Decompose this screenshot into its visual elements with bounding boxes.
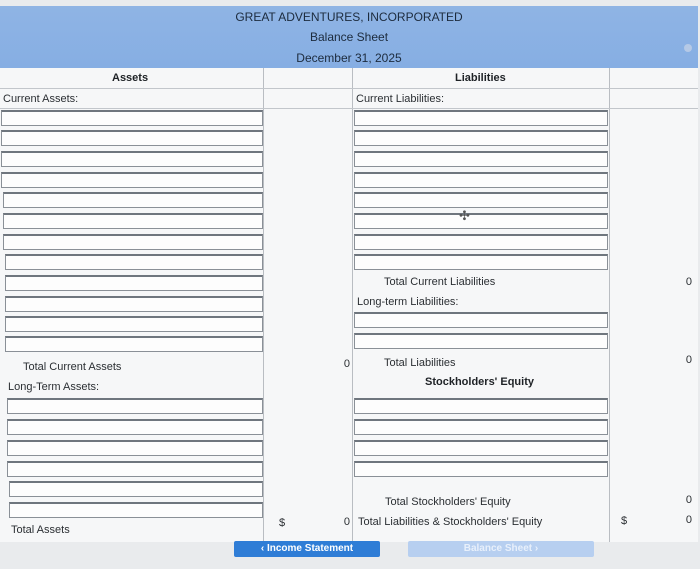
total-liabilities-label: Total Liabilities <box>384 357 456 369</box>
asset-name-input[interactable] <box>7 461 263 477</box>
asset-name-input[interactable] <box>3 234 263 250</box>
asset-name-input[interactable] <box>9 481 263 497</box>
total-current-assets-value: 0 <box>343 358 350 370</box>
column-divider <box>352 68 353 542</box>
balance-sheet-tab-button[interactable] <box>408 541 594 557</box>
column-divider <box>609 68 610 542</box>
liabilities-heading: Liabilities <box>455 72 506 84</box>
asset-name-input[interactable] <box>1 110 263 126</box>
asset-name-input[interactable] <box>1 130 263 146</box>
equity-name-input[interactable] <box>354 440 608 456</box>
company-name: GREAT ADVENTURES, INCORPORATED <box>235 10 463 24</box>
chevron-left-icon: ‹ <box>260 543 265 554</box>
asset-name-input[interactable] <box>3 213 263 229</box>
balance-sheet-tab-label: Balance Sheet <box>463 543 533 554</box>
liability-name-input[interactable] <box>354 234 608 250</box>
statement-title: Balance Sheet <box>309 30 389 44</box>
current-assets-label: Current Assets: <box>3 93 79 105</box>
asset-name-input[interactable] <box>9 502 263 518</box>
chevron-right-icon: › <box>534 543 539 554</box>
asset-name-input[interactable] <box>7 419 263 435</box>
liability-name-input[interactable] <box>354 151 608 167</box>
income-statement-tab-label: Income Statement <box>266 543 354 554</box>
total-current-assets-label: Total Current Assets <box>23 361 122 373</box>
asset-name-input[interactable] <box>7 440 263 456</box>
move-cursor-icon: ✣ <box>459 208 470 223</box>
asset-name-input[interactable] <box>1 172 263 188</box>
asset-name-input[interactable] <box>5 296 263 312</box>
asset-name-input[interactable] <box>5 254 263 270</box>
total-liabilities-equity-value: 0 <box>685 514 692 526</box>
total-current-liabilities-label: Total Current Liabilities <box>384 276 496 288</box>
header-dot-icon <box>684 44 692 52</box>
total-liabilities-equity-currency: $ <box>621 515 628 527</box>
equity-name-input[interactable] <box>354 419 608 435</box>
equity-name-input[interactable] <box>354 398 608 414</box>
asset-name-input[interactable] <box>5 275 263 291</box>
asset-name-input[interactable] <box>3 192 263 208</box>
total-current-liabilities-value: 0 <box>685 276 692 288</box>
liability-name-input[interactable] <box>354 333 608 349</box>
liability-name-input[interactable] <box>354 192 608 208</box>
long-term-liabilities-label: Long-term Liabilities: <box>357 296 459 308</box>
equity-name-input[interactable] <box>354 461 608 477</box>
liability-name-input[interactable] <box>354 213 608 229</box>
asset-name-input[interactable] <box>7 398 263 414</box>
asset-name-input[interactable] <box>1 151 263 167</box>
total-assets-currency: $ <box>279 517 286 529</box>
liability-name-input[interactable] <box>354 110 608 126</box>
current-liabilities-label: Current Liabilities: <box>356 93 445 105</box>
total-stockholders-equity-value: 0 <box>685 494 692 506</box>
liability-name-input[interactable] <box>354 172 608 188</box>
liability-name-input[interactable] <box>354 130 608 146</box>
liability-name-input[interactable] <box>354 312 608 328</box>
column-divider <box>263 68 264 542</box>
total-stockholders-equity-label: Total Stockholders' Equity <box>385 496 511 508</box>
row-divider <box>0 88 698 89</box>
asset-name-input[interactable] <box>5 336 263 352</box>
liability-name-input[interactable] <box>354 254 608 270</box>
stockholders-equity-heading: Stockholders' Equity <box>425 376 534 388</box>
total-liabilities-value: 0 <box>685 354 692 366</box>
long-term-assets-label: Long-Term Assets: <box>8 381 100 393</box>
total-assets-label: Total Assets <box>11 524 70 536</box>
balance-sheet-grid <box>0 68 698 542</box>
total-assets-value: 0 <box>343 516 350 528</box>
worksheet-header <box>0 6 698 69</box>
row-divider <box>0 108 698 109</box>
total-liabilities-equity-label: Total Liabilities & Stockholders' Equity <box>358 516 543 528</box>
income-statement-tab-button[interactable] <box>234 541 380 557</box>
asset-name-input[interactable] <box>5 316 263 332</box>
assets-heading: Assets <box>112 72 149 84</box>
statement-date: December 31, 2025 <box>296 51 402 65</box>
